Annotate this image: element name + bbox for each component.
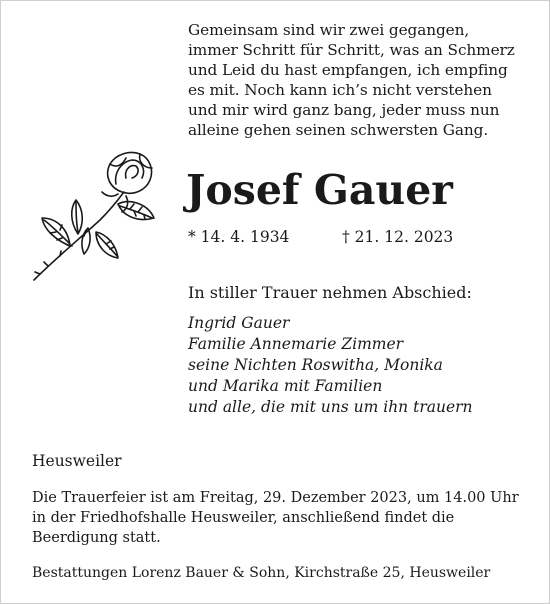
mourner-line: und alle, die mit uns um ihn trauern [188,398,473,416]
ceremony-line: in der Friedhofshalle Heusweiler, anschließend findet die [32,510,455,526]
mourners-list [188,313,473,418]
poem-line: Gemeinsam sind wir zwei gegangen, [188,21,470,39]
town-name: Heusweiler [32,452,122,470]
poem-line: alleine gehen seinen schwersten Gang. [188,121,489,139]
birth-date: * 14. 4. 1934 [188,228,290,246]
poem [188,20,533,140]
poem-line: es mit. Noch kann ich’s nicht verstehen [188,81,492,99]
poem-line: und mir wird ganz bang, jeder muss nun [188,101,500,119]
ceremony-info [32,488,542,548]
mourner-line: seine Nichten Roswitha, Monika [188,356,443,374]
mourner-line: Ingrid Gauer [188,314,290,332]
deceased-name: Josef Gauer [186,166,453,214]
life-dates [188,226,518,248]
ceremony-line: Die Trauerfeier ist am Freitag, 29. Dezember 2023, um 14.00 Uhr [32,490,519,506]
poem-line: immer Schritt für Schritt, was an Schmerz [188,41,515,59]
mourner-line: Familie Annemarie Zimmer [188,335,404,353]
farewell-heading: In stiller Trauer nehmen Abschied: [188,283,472,302]
death-date: † 21. 12. 2023 [342,228,454,246]
poem-line: und Leid du hast empfangen, ich empfing [188,61,508,79]
undertaker-info: Bestattungen Lorenz Bauer & Sohn, Kirchstraße 25, Heusweiler [32,565,491,581]
mourner-line: und Marika mit Familien [188,377,383,395]
ceremony-line: Beerdigung statt. [32,530,161,546]
rose-icon [26,148,166,288]
